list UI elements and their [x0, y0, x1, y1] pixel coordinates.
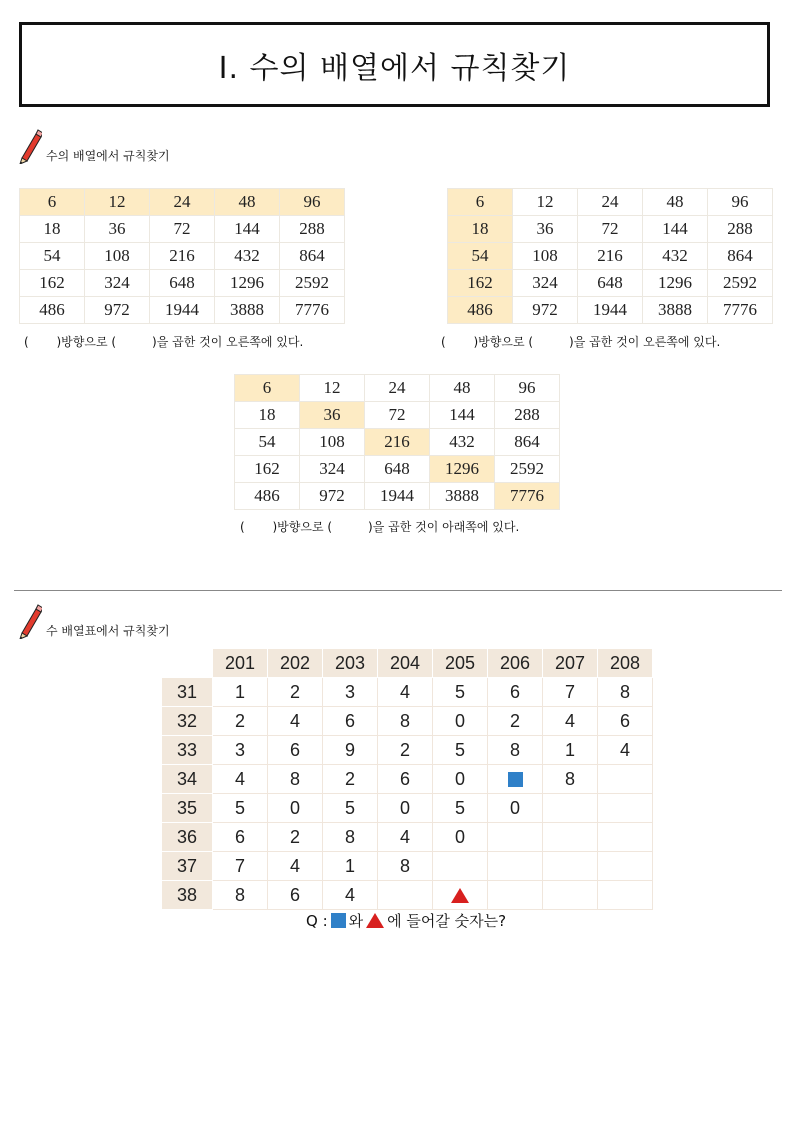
table-cell: 4 — [378, 823, 433, 852]
grid-cell: 2592 — [280, 270, 345, 297]
table-cell: 8 — [543, 765, 598, 794]
table-row — [162, 881, 653, 910]
grid-cell: 18 — [235, 402, 300, 429]
grid-row — [235, 429, 560, 456]
table-cell — [543, 881, 598, 910]
grid-cell: 324 — [85, 270, 150, 297]
grid-cell: 324 — [300, 456, 365, 483]
table-cell — [543, 823, 598, 852]
unknown-cell-triangle — [433, 881, 488, 910]
table-cell: 6 — [268, 736, 323, 765]
table-cell: 5 — [433, 678, 488, 707]
table-cell: 6 — [323, 707, 378, 736]
table-cell — [378, 881, 433, 910]
grid-cell: 216 — [365, 429, 430, 456]
table-cell: 8 — [378, 852, 433, 881]
grid-cell: 144 — [430, 402, 495, 429]
grid-cell: 48 — [643, 189, 708, 216]
table-cell: 4 — [378, 678, 433, 707]
table-row — [162, 794, 653, 823]
table-cell: 6 — [268, 881, 323, 910]
grid-cell: 7776 — [708, 297, 773, 324]
column-header: 202 — [268, 649, 323, 678]
grid-row — [448, 243, 773, 270]
table-cell — [543, 794, 598, 823]
grid-cell: 486 — [20, 297, 85, 324]
table-cell: 2 — [378, 736, 433, 765]
grid-cell: 486 — [235, 483, 300, 510]
grid-cell: 288 — [280, 216, 345, 243]
note-c: ( )방향으로 ( )을 곱한 것이 아래쪽에 있다. — [240, 520, 520, 534]
grid-cell: 54 — [448, 243, 513, 270]
table-cell: 7 — [543, 678, 598, 707]
table-cell: 8 — [213, 881, 268, 910]
grid-cell: 12 — [513, 189, 578, 216]
row-header: 31 — [162, 678, 213, 707]
grid-row — [20, 297, 345, 324]
table-cell — [488, 881, 543, 910]
number-grid-a — [19, 188, 345, 324]
grid-cell: 96 — [708, 189, 773, 216]
table-cell: 4 — [268, 707, 323, 736]
table-cell: 8 — [268, 765, 323, 794]
row-header: 32 — [162, 707, 213, 736]
grid-cell: 24 — [150, 189, 215, 216]
column-header: 205 — [433, 649, 488, 678]
question-suffix: 에 들어갈 숫자는? — [387, 912, 507, 930]
grid-row — [235, 483, 560, 510]
table-cell: 1 — [543, 736, 598, 765]
grid-cell: 432 — [643, 243, 708, 270]
table-row — [162, 678, 653, 707]
grid-cell: 3888 — [430, 483, 495, 510]
grid-row — [448, 297, 773, 324]
table-cell — [488, 823, 543, 852]
table-cell: 6 — [598, 707, 653, 736]
table-cell — [433, 852, 488, 881]
grid-cell: 648 — [578, 270, 643, 297]
table-cell: 9 — [323, 736, 378, 765]
table-cell: 1 — [323, 852, 378, 881]
ones-digit-table — [161, 648, 653, 910]
grid-cell: 1296 — [215, 270, 280, 297]
table-cell: 5 — [433, 794, 488, 823]
grid-cell: 18 — [20, 216, 85, 243]
grid-cell: 1296 — [430, 456, 495, 483]
table-cell — [598, 852, 653, 881]
column-header: 206 — [488, 649, 543, 678]
grid-cell: 972 — [513, 297, 578, 324]
pencil-icon — [16, 128, 42, 164]
table-cell: 6 — [378, 765, 433, 794]
row-header: 38 — [162, 881, 213, 910]
table-row — [162, 852, 653, 881]
table-cell: 2 — [268, 678, 323, 707]
grid-cell: 108 — [513, 243, 578, 270]
column-header: 208 — [598, 649, 653, 678]
table-cell: 3 — [323, 678, 378, 707]
column-header: 204 — [378, 649, 433, 678]
grid-cell: 7776 — [495, 483, 560, 510]
grid-cell: 6 — [20, 189, 85, 216]
grid-cell: 162 — [235, 456, 300, 483]
grid-cell: 72 — [578, 216, 643, 243]
table-row — [162, 823, 653, 852]
grid-cell: 1944 — [150, 297, 215, 324]
red-triangle-icon — [451, 888, 469, 903]
grid-row — [448, 189, 773, 216]
column-header: 201 — [213, 649, 268, 678]
grid-cell: 6 — [448, 189, 513, 216]
row-header: 35 — [162, 794, 213, 823]
table-cell: 4 — [268, 852, 323, 881]
grid-cell: 864 — [495, 429, 560, 456]
grid-cell: 144 — [215, 216, 280, 243]
table-cell: 8 — [378, 707, 433, 736]
grid-cell: 12 — [85, 189, 150, 216]
table-row — [162, 765, 653, 794]
table-cell — [488, 852, 543, 881]
grid-cell: 1296 — [643, 270, 708, 297]
grid-cell: 324 — [513, 270, 578, 297]
section-heading-2-label: 수 배열표에서 규칙찾기 — [46, 624, 170, 638]
table-cell: 0 — [433, 707, 488, 736]
pencil-icon — [16, 603, 42, 639]
grid-cell: 36 — [85, 216, 150, 243]
table-cell: 0 — [433, 765, 488, 794]
grid-cell: 96 — [280, 189, 345, 216]
grid-cell: 96 — [495, 375, 560, 402]
table-cell: 0 — [433, 823, 488, 852]
table-cell: 4 — [543, 707, 598, 736]
row-header: 36 — [162, 823, 213, 852]
table-cell: 8 — [598, 678, 653, 707]
grid-cell: 7776 — [280, 297, 345, 324]
note-a: ( )방향으로 ( )을 곱한 것이 오른쪽에 있다. — [24, 335, 304, 349]
grid-cell: 54 — [235, 429, 300, 456]
table-row — [162, 736, 653, 765]
table-corner — [162, 649, 213, 678]
grid-cell: 24 — [365, 375, 430, 402]
grid-row — [235, 375, 560, 402]
grid-cell: 1944 — [578, 297, 643, 324]
grid-cell: 144 — [643, 216, 708, 243]
grid-cell: 972 — [85, 297, 150, 324]
grid-cell: 54 — [20, 243, 85, 270]
grid-cell: 24 — [578, 189, 643, 216]
table-cell: 0 — [378, 794, 433, 823]
grid-cell: 108 — [300, 429, 365, 456]
number-grid-c — [234, 374, 560, 510]
grid-cell: 162 — [20, 270, 85, 297]
table-cell — [598, 765, 653, 794]
table-cell — [598, 794, 653, 823]
row-header: 37 — [162, 852, 213, 881]
grid-cell: 2592 — [708, 270, 773, 297]
grid-row — [448, 216, 773, 243]
number-grid-b — [447, 188, 773, 324]
grid-cell: 648 — [150, 270, 215, 297]
grid-cell: 72 — [365, 402, 430, 429]
grid-row — [20, 189, 345, 216]
table-cell — [598, 881, 653, 910]
grid-cell: 48 — [215, 189, 280, 216]
grid-cell: 36 — [513, 216, 578, 243]
grid-cell: 1944 — [365, 483, 430, 510]
section-divider — [14, 590, 782, 591]
table-row — [162, 707, 653, 736]
table-cell: 1 — [213, 678, 268, 707]
red-triangle-icon — [366, 913, 384, 928]
grid-cell: 162 — [448, 270, 513, 297]
table-cell — [598, 823, 653, 852]
blue-square-icon — [508, 772, 523, 787]
table-cell: 5 — [213, 794, 268, 823]
table-cell: 4 — [323, 881, 378, 910]
grid-cell: 972 — [300, 483, 365, 510]
question-prefix: Q : — [306, 911, 328, 930]
grid-cell: 864 — [708, 243, 773, 270]
grid-row — [448, 270, 773, 297]
question-line — [306, 910, 506, 931]
grid-cell: 432 — [430, 429, 495, 456]
grid-cell: 108 — [85, 243, 150, 270]
table-cell: 2 — [268, 823, 323, 852]
grid-cell: 12 — [300, 375, 365, 402]
table-cell: 7 — [213, 852, 268, 881]
grid-cell: 2592 — [495, 456, 560, 483]
table-cell: 4 — [598, 736, 653, 765]
grid-row — [235, 402, 560, 429]
unknown-cell-square — [488, 765, 543, 794]
grid-cell: 6 — [235, 375, 300, 402]
table-cell: 8 — [323, 823, 378, 852]
grid-cell: 288 — [708, 216, 773, 243]
grid-cell: 36 — [300, 402, 365, 429]
table-cell: 6 — [213, 823, 268, 852]
grid-cell: 486 — [448, 297, 513, 324]
table-cell: 5 — [433, 736, 488, 765]
grid-cell: 18 — [448, 216, 513, 243]
blue-square-icon — [331, 913, 346, 928]
column-header: 203 — [323, 649, 378, 678]
grid-cell: 3888 — [215, 297, 280, 324]
table-cell: 4 — [213, 765, 268, 794]
grid-cell: 3888 — [643, 297, 708, 324]
row-header: 34 — [162, 765, 213, 794]
section-heading-2 — [16, 603, 170, 639]
table-cell: 2 — [323, 765, 378, 794]
section-heading-1-label: 수의 배열에서 규칙찾기 — [46, 149, 170, 163]
table-cell: 2 — [488, 707, 543, 736]
table-cell: 6 — [488, 678, 543, 707]
grid-cell: 48 — [430, 375, 495, 402]
table-cell: 5 — [323, 794, 378, 823]
grid-cell: 216 — [150, 243, 215, 270]
table-cell: 2 — [213, 707, 268, 736]
page-title: Ⅰ. 수의 배열에서 규칙찾기 — [19, 22, 770, 107]
note-b: ( )방향으로 ( )을 곱한 것이 오른쪽에 있다. — [441, 335, 721, 349]
grid-row — [20, 270, 345, 297]
grid-cell: 648 — [365, 456, 430, 483]
table-cell: 3 — [213, 736, 268, 765]
grid-cell: 864 — [280, 243, 345, 270]
table-cell — [543, 852, 598, 881]
table-cell: 0 — [488, 794, 543, 823]
grid-cell: 288 — [495, 402, 560, 429]
grid-cell: 432 — [215, 243, 280, 270]
table-cell: 0 — [268, 794, 323, 823]
grid-row — [20, 216, 345, 243]
table-cell: 8 — [488, 736, 543, 765]
column-header: 207 — [543, 649, 598, 678]
question-middle: 와 — [348, 912, 364, 930]
grid-row — [235, 456, 560, 483]
grid-cell: 216 — [578, 243, 643, 270]
grid-cell: 72 — [150, 216, 215, 243]
grid-row — [20, 243, 345, 270]
row-header: 33 — [162, 736, 213, 765]
section-heading-1 — [16, 128, 170, 164]
